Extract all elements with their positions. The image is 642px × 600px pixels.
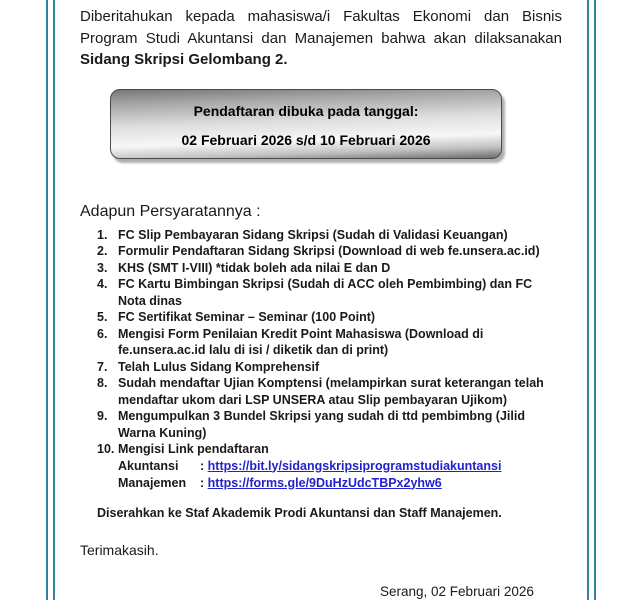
link-row-akuntansi xyxy=(118,458,562,475)
banner-date-range: 02 Februari 2026 s/d 10 Februari 2026 xyxy=(181,131,431,148)
item-text: Mengisi Link pendaftaran xyxy=(118,442,269,456)
item-text: Mengumpulkan 3 Bundel Skripsi yang sudah di ttd pembimbng (Jilid Warna Kuning) xyxy=(118,409,525,440)
requirement-item xyxy=(97,408,562,441)
requirement-item xyxy=(97,243,562,260)
item-number: 4. xyxy=(97,277,108,291)
requirement-item xyxy=(97,375,562,408)
link-label-manajemen: Manajemen xyxy=(118,475,187,490)
intro-bold-text: Sidang Skripsi Gelombang 2. xyxy=(80,51,288,68)
akuntansi-registration-link[interactable]: https://bit.ly/sidangskripsiprogramstudiakuntansi xyxy=(207,458,502,473)
item-number: 6. xyxy=(97,326,108,341)
requirement-item xyxy=(97,359,562,376)
item-number: 9. xyxy=(97,409,108,423)
document-content xyxy=(80,6,562,558)
place-date-line: Serang, 02 Februari 2026 xyxy=(380,584,534,599)
intro-paragraph xyxy=(80,6,562,71)
intro-text: Diberitahukan kepada mahasiswa/i Fakultas Ekonomi dan Bisnis Program Studi Akuntansi dan Manajemen bahwa akan dilaksanakan xyxy=(80,8,562,47)
item-number: 1. xyxy=(97,227,108,242)
item-text: Sudah mendaftar Ujian Komptensi (melampirkan surat keterangan telah mendaftar ukom dari LSP UNSERA atau Slip pembayaran Ujikom) xyxy=(118,376,544,407)
item-number: 5. xyxy=(97,310,108,324)
item-text: FC Sertifikat Seminar – Seminar (100 Point) xyxy=(118,310,376,324)
link-colon: : xyxy=(200,458,205,473)
requirement-item xyxy=(97,276,562,309)
requirement-item xyxy=(97,441,562,458)
requirement-item xyxy=(97,227,562,244)
manajemen-registration-link[interactable]: https://forms.gle/9DuHzUdcTBPx2yhw6 xyxy=(207,475,442,490)
link-colon: : xyxy=(200,475,205,490)
link-row-manajemen xyxy=(118,475,562,492)
item-number: 7. xyxy=(97,359,108,374)
banner-title: Pendaftaran dibuka pada tanggal: xyxy=(193,102,419,119)
requirement-item xyxy=(97,326,562,359)
page-border-right-inner xyxy=(587,0,589,600)
registration-date-banner xyxy=(110,89,502,159)
item-text: Formulir Pendaftaran Sidang Skripsi (Download di web fe.unsera.ac.id) xyxy=(118,244,540,258)
page-border-left-inner xyxy=(53,0,55,600)
item-text: KHS (SMT I-VIII) *tidak boleh ada nilai E dan D xyxy=(118,260,391,275)
page-border-left-outer xyxy=(46,0,48,600)
item-number: 3. xyxy=(97,260,108,275)
item-number: 8. xyxy=(97,376,108,390)
item-text: Mengisi Form Penilaian Kredit Point Mahasiswa (Download di fe.unsera.ac.id lalu di isi / diketik dan di print) xyxy=(118,326,484,357)
registration-links xyxy=(118,458,562,492)
closing-text: Terimakasih. xyxy=(80,541,159,558)
item-number: 2. xyxy=(97,244,108,258)
page-border-right-outer xyxy=(594,0,596,600)
item-text: Telah Lulus Sidang Komprehensif xyxy=(118,359,320,374)
requirement-item xyxy=(97,309,562,326)
item-text: FC Slip Pembayaran Sidang Skripsi (Sudah di Validasi Keuangan) xyxy=(118,227,508,242)
submission-note: Diserahkan ke Staf Akademik Prodi Akuntansi dan Staff Manajemen. xyxy=(97,505,502,520)
requirements-heading: Adapun Persyaratannya : xyxy=(80,202,261,220)
item-text: FC Kartu Bimbingan Skripsi (Sudah di ACC oleh Pembimbing) dan FC Nota dinas xyxy=(118,277,533,308)
requirement-item xyxy=(97,260,562,277)
requirements-list xyxy=(80,227,562,458)
link-label-akuntansi: Akuntansi xyxy=(118,458,179,473)
item-number: 10. xyxy=(97,442,115,456)
